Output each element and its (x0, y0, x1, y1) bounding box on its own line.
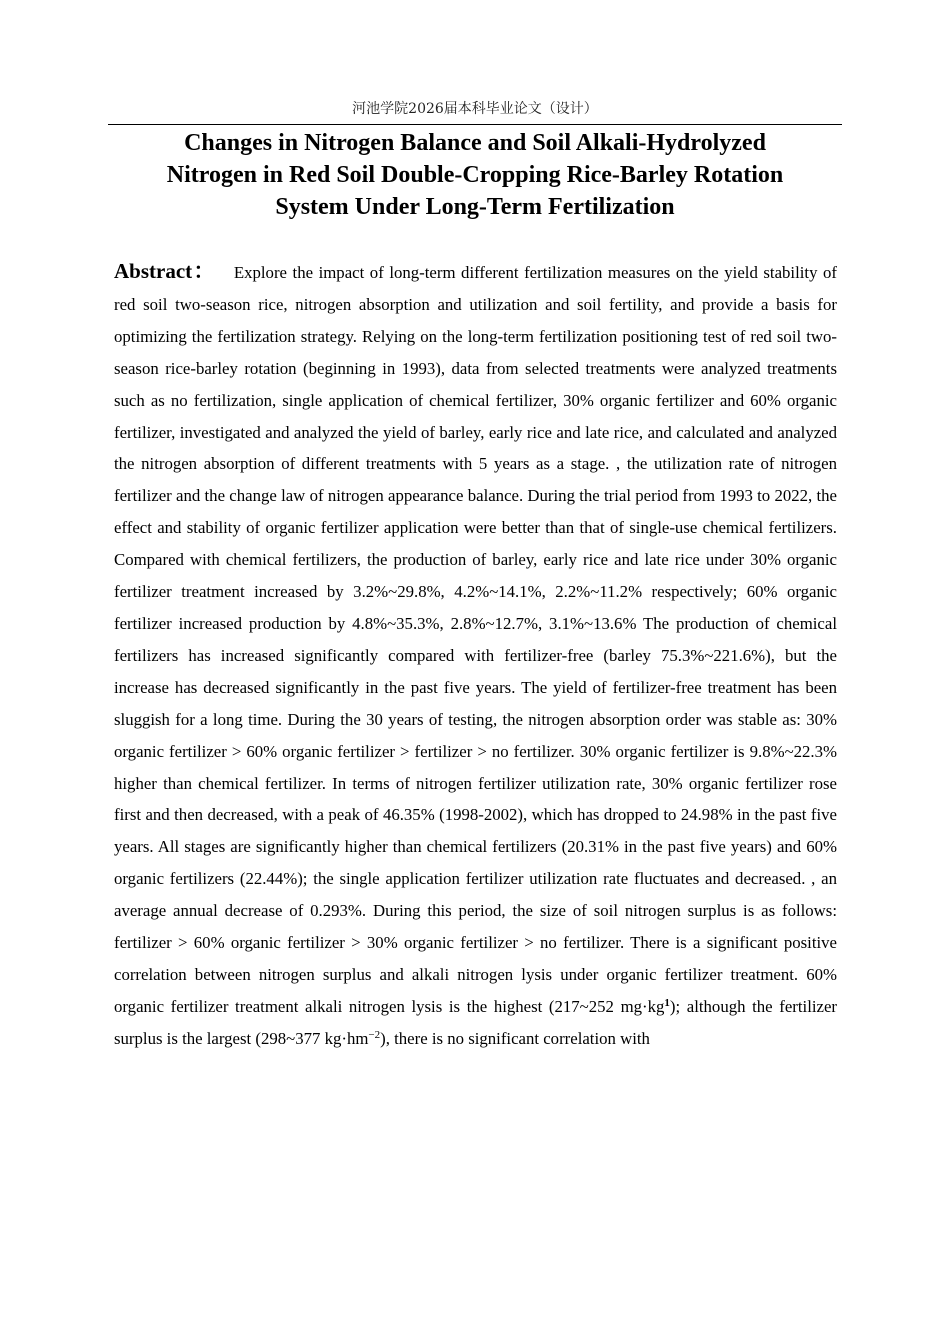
superscript-2: −2 (368, 1028, 381, 1041)
abstract-label: Abstract： (114, 259, 216, 283)
abstract-text-part-2: ); although the fertilizer surplus is the largest (298~377 kg·hm (114, 996, 838, 1048)
abstract-text-part-1: Explore the impact of long-term different fertilization measures on the yield stability of red soil two-season rice, nitrogen absorption and utilization and soil fertility, and provide a basis for optimizing the fertilization strategy. Relying on the long-term fertilization positioning test of red soil two-season rice-barley rotation (beginning in 1993), data from selected treatments were analyzed treatments such as no fertilization, single application of chemical fertilizer, 30% organic fertilizer and 60% organic fertilizer, investigated and analyzed the yield of barley, early rice and late rice, and calculated and analyzed the nitrogen absorption of different treatments with 5 years as a stage. , the utilization rate of nitrogen fertilizer and the change law of nitrogen appearance balance. During the trial period from 1993 to 2022, the effect and stability of organic fertilizer application were better than that of single-use chemical fertilizers. Compared with chemical fertilizers, the production of barley, early rice and late rice under 30% organic fertilizer treatment increased by 3.2%~29.8%, 4.2%~14.1%, 2.2%~11.2% respectively; 60% organic fertilizer increased production by 4.8%~35.3%, 2.8%~12.7%, 3.1%~13.6% The production of chemical fertilizers has increased significantly compared with fertilizer-free (barley 75.3%~221.6%), but the increase has decreased significantly in the past five years. The yield of fertilizer-free treatment has been sluggish for a long time. During the 30 years of testing, the nitrogen absorption order was stable as: 30% organic fertilizer > 60% organic fertilizer > fertilizer > no fertilizer. 30% organic fertilizer is 9.8%~22.3% higher than chemical fertilizer. In terms of nitrogen fertilizer utilization rate, 30% organic fertilizer rose first and then decreased, with a peak of 46.35% (1998-2002), which has dropped to 24.98% in the past five years. All stages are significantly higher than chemical fertilizers (20.31% in the past five years) and 60% organic fertilizers (22.44%); the single application fertilizer utilization rate fluctuates and decreased. , an average annual decrease of 0.293%. During this period, the size of soil nitrogen surplus is as follows: fertilizer > 60% organic fertilizer > 30% organic fertilizer > no fertilizer. There is a significant positive correlation between nitrogen surplus and alkali nitrogen lysis under organic fertilizer treatment. 60% organic fertilizer treatment alkali nitrogen lysis is the highest (217~252 mg·kg (114, 263, 837, 1016)
abstract-paragraph (114, 256, 837, 1055)
title-line-1: Changes in Nitrogen Balance and Soil Alkali-Hydrolyzed (184, 130, 766, 156)
header-rule (108, 124, 842, 125)
abstract-text-part-3: ), there is no significant correlation with (380, 1028, 650, 1048)
running-header: 河池学院2026届本科毕业论文（设计） (352, 101, 598, 117)
paper-title (120, 127, 830, 223)
title-line-2: Nitrogen in Red Soil Double-Cropping Rice-Barley Rotation (166, 162, 784, 188)
title-line-3: System Under Long-Term Fertilization (275, 194, 675, 220)
superscript-1: 1 (664, 996, 670, 1009)
